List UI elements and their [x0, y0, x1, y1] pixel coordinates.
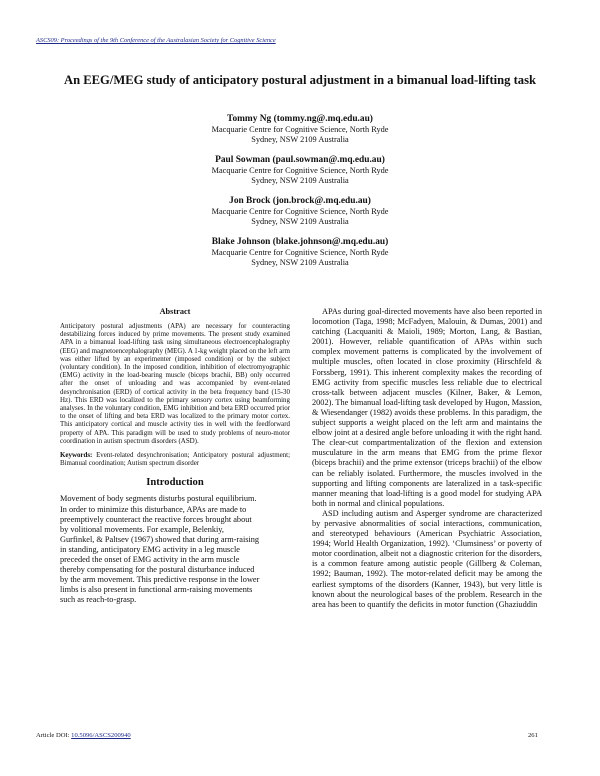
- author-address: Sydney, NSW 2109 Australia: [251, 135, 349, 144]
- paper-title: An EEG/MEG study of anticipatory postural adjustment in a bimanual load-lifting task: [64, 73, 536, 87]
- doi-link[interactable]: 10.5096/ASCS200940: [71, 732, 131, 739]
- page-number: 261: [528, 732, 538, 739]
- introduction-line: Movement of body segments disturbs postural equilibrium.: [60, 494, 257, 504]
- keywords-text: Event-related desynchronisation; Anticipatory postural adjustment; Bimanual coordination; Autism spectrum disorder: [60, 451, 290, 468]
- introduction-line: Gurfinkel, & Paltsev (1967) showed that during arm-raising: [60, 534, 260, 544]
- author-affiliation: Macquarie Centre for Cognitive Science, North Ryde: [211, 166, 389, 175]
- author-entry: [150, 236, 450, 268]
- keywords-label: Keywords:: [60, 451, 93, 460]
- left-column: [60, 307, 290, 614]
- author-name: Blake Johnson (blake.johnson@.mq.edu.au): [211, 237, 389, 247]
- introduction-heading: Introduction: [146, 477, 204, 489]
- author-name: Jon Brock (jon.brock@.mq.edu.au): [229, 196, 371, 206]
- introduction-line: preceded the onset of EMG activity in the arm muscle: [60, 555, 240, 565]
- article-doi: [36, 732, 131, 739]
- doi-label: Article DOI:: [36, 732, 72, 739]
- introduction-text: [60, 494, 290, 614]
- author-block: [150, 113, 450, 277]
- introduction-line: by the arm movement. This predictive response in the lower: [60, 575, 260, 585]
- keywords: [60, 451, 290, 467]
- author-entry: [150, 195, 450, 227]
- introduction-line: thereby compensating for the postural disturbance induced: [60, 565, 255, 575]
- author-name: Tommy Ng (tommy.ng@.mq.edu.au): [227, 114, 373, 124]
- author-affiliation: Macquarie Centre for Cognitive Science, North Ryde: [211, 125, 389, 134]
- introduction-line: limbs is also present in functional arm-raising movements: [60, 585, 253, 595]
- introduction-line: such as reach-to-grasp.: [60, 595, 137, 605]
- right-column: [312, 307, 542, 610]
- author-affiliation: Macquarie Centre for Cognitive Science, North Ryde: [211, 248, 389, 257]
- introduction-line: in standing, anticipatory EMG activity in a leg muscle: [60, 544, 240, 554]
- running-head-link[interactable]: ASCS09: Proceedings of the 9th Conference of the Australasian Society for Cognitive Science: [36, 37, 276, 44]
- introduction-line: preemptively counteract the reactive forces brought about: [60, 514, 252, 524]
- author-address: Sydney, NSW 2109 Australia: [251, 217, 349, 226]
- body-paragraph: ASD including autism and Asperger syndrome are characterized by pervasive abnormalities of social interactions, communication, and stereotyped behaviours (American Psychiatric Association, 1994; World Health Organization, 1992). ‘Clumsiness’ or poverty of motor coordination, albeit not a diagnostic criterion for the disorders, is a common feature among autistic people (Gillberg & Coleman, 1992; Bauman, 1992). The motor-related deficit may be among the earliest symptoms of the disorders (Kanner, 1943), but very little is known about the neurological bases of the problem. Research in the area has been to quantify the deficits in motor function (Ghaziuddin: [312, 508, 542, 609]
- author-name: Paul Sowman (paul.sowman@.mq.edu.au): [215, 155, 385, 165]
- author-entry: [150, 113, 450, 145]
- author-entry: [150, 154, 450, 186]
- introduction-line: by volitional movements. For example, Belenkiy,: [60, 524, 224, 534]
- author-affiliation: Macquarie Centre for Cognitive Science, North Ryde: [211, 207, 389, 216]
- introduction-line: In order to minimize this disturbance, APAs are made to: [60, 504, 247, 514]
- body-paragraph: APAs during goal-directed movements have also been reported in locomotion (Taga, 1998; McFadyen, Malouin, & Dumas, 2001) and catching (Lacquaniti & Maioli, 1989; Morton, Lang, & Bastian, 2001). However, reliable quantification of APAs within such complex movement patterns is complicated by the involvement of multiple muscles, often located in close proximity (Hirschfeld & Forssberg, 1991). This inherent complexity makes the recording of EMG activity from specific muscles less reliable due to electrical cross-talk between adjacent muscles (Kilner, Baker, & Lemon, 2002). The bimanual load-lifting task developed by Hugon, Massion, & Wiesendanger (1982) avoids these problems. In this paradigm, the subject supports a weight placed on the left arm and maintains the elbow joint at a desired angle before unloading it with the right hand. The clear-cut compartmentalization of the flexion and extension musculature in the arm means that EMG from the prime flexor (biceps brachii) and the prime extensor (triceps brachii) of the elbow can be reliably isolated. Furthermore, the muscles involved in the supporting and lifting components are lateralized in a task-specific manner meaning that load-lifting is a good model for studying APA both in normal and clinical populations.: [312, 307, 542, 508]
- author-address: Sydney, NSW 2109 Australia: [251, 258, 349, 267]
- author-address: Sydney, NSW 2109 Australia: [251, 176, 349, 185]
- abstract-text: Anticipatory postural adjustments (APA) are necessary for counteracting destabilizing forces induced by prime movements. The present study examined APA in a bimanual load-lifting task using simultaneous electroencephalography (EEG) and magnetoencephalography (MEG). A 1-kg weight placed on the left arm was either lifted by an experimenter (imposed condition) or by the subject (voluntary condition). In the imposed condition, inhibition of electromyographic (EMG) activity in the load-bearing muscle (biceps brachii, BB) only occurred after the onset of unloading and was accompanied by event-related desynchronisation (ERD) of cortical activity in the beta frequency band (15-30 Hz). This ERD was localized to the primary sensory cortex using beamforming analyses. In the voluntary condition, EMG inhibition and beta ERD occurred prior to the onset of lifting and beta ERD was localized to the primary motor cortex. This anticipatory cortical and muscle activity ties in well with the feedforward property of APA. This paradigm will be used to study problems of neuro-motor coordination in autism spectrum disorders (ASD).: [60, 322, 290, 445]
- abstract-heading: Abstract: [159, 307, 191, 316]
